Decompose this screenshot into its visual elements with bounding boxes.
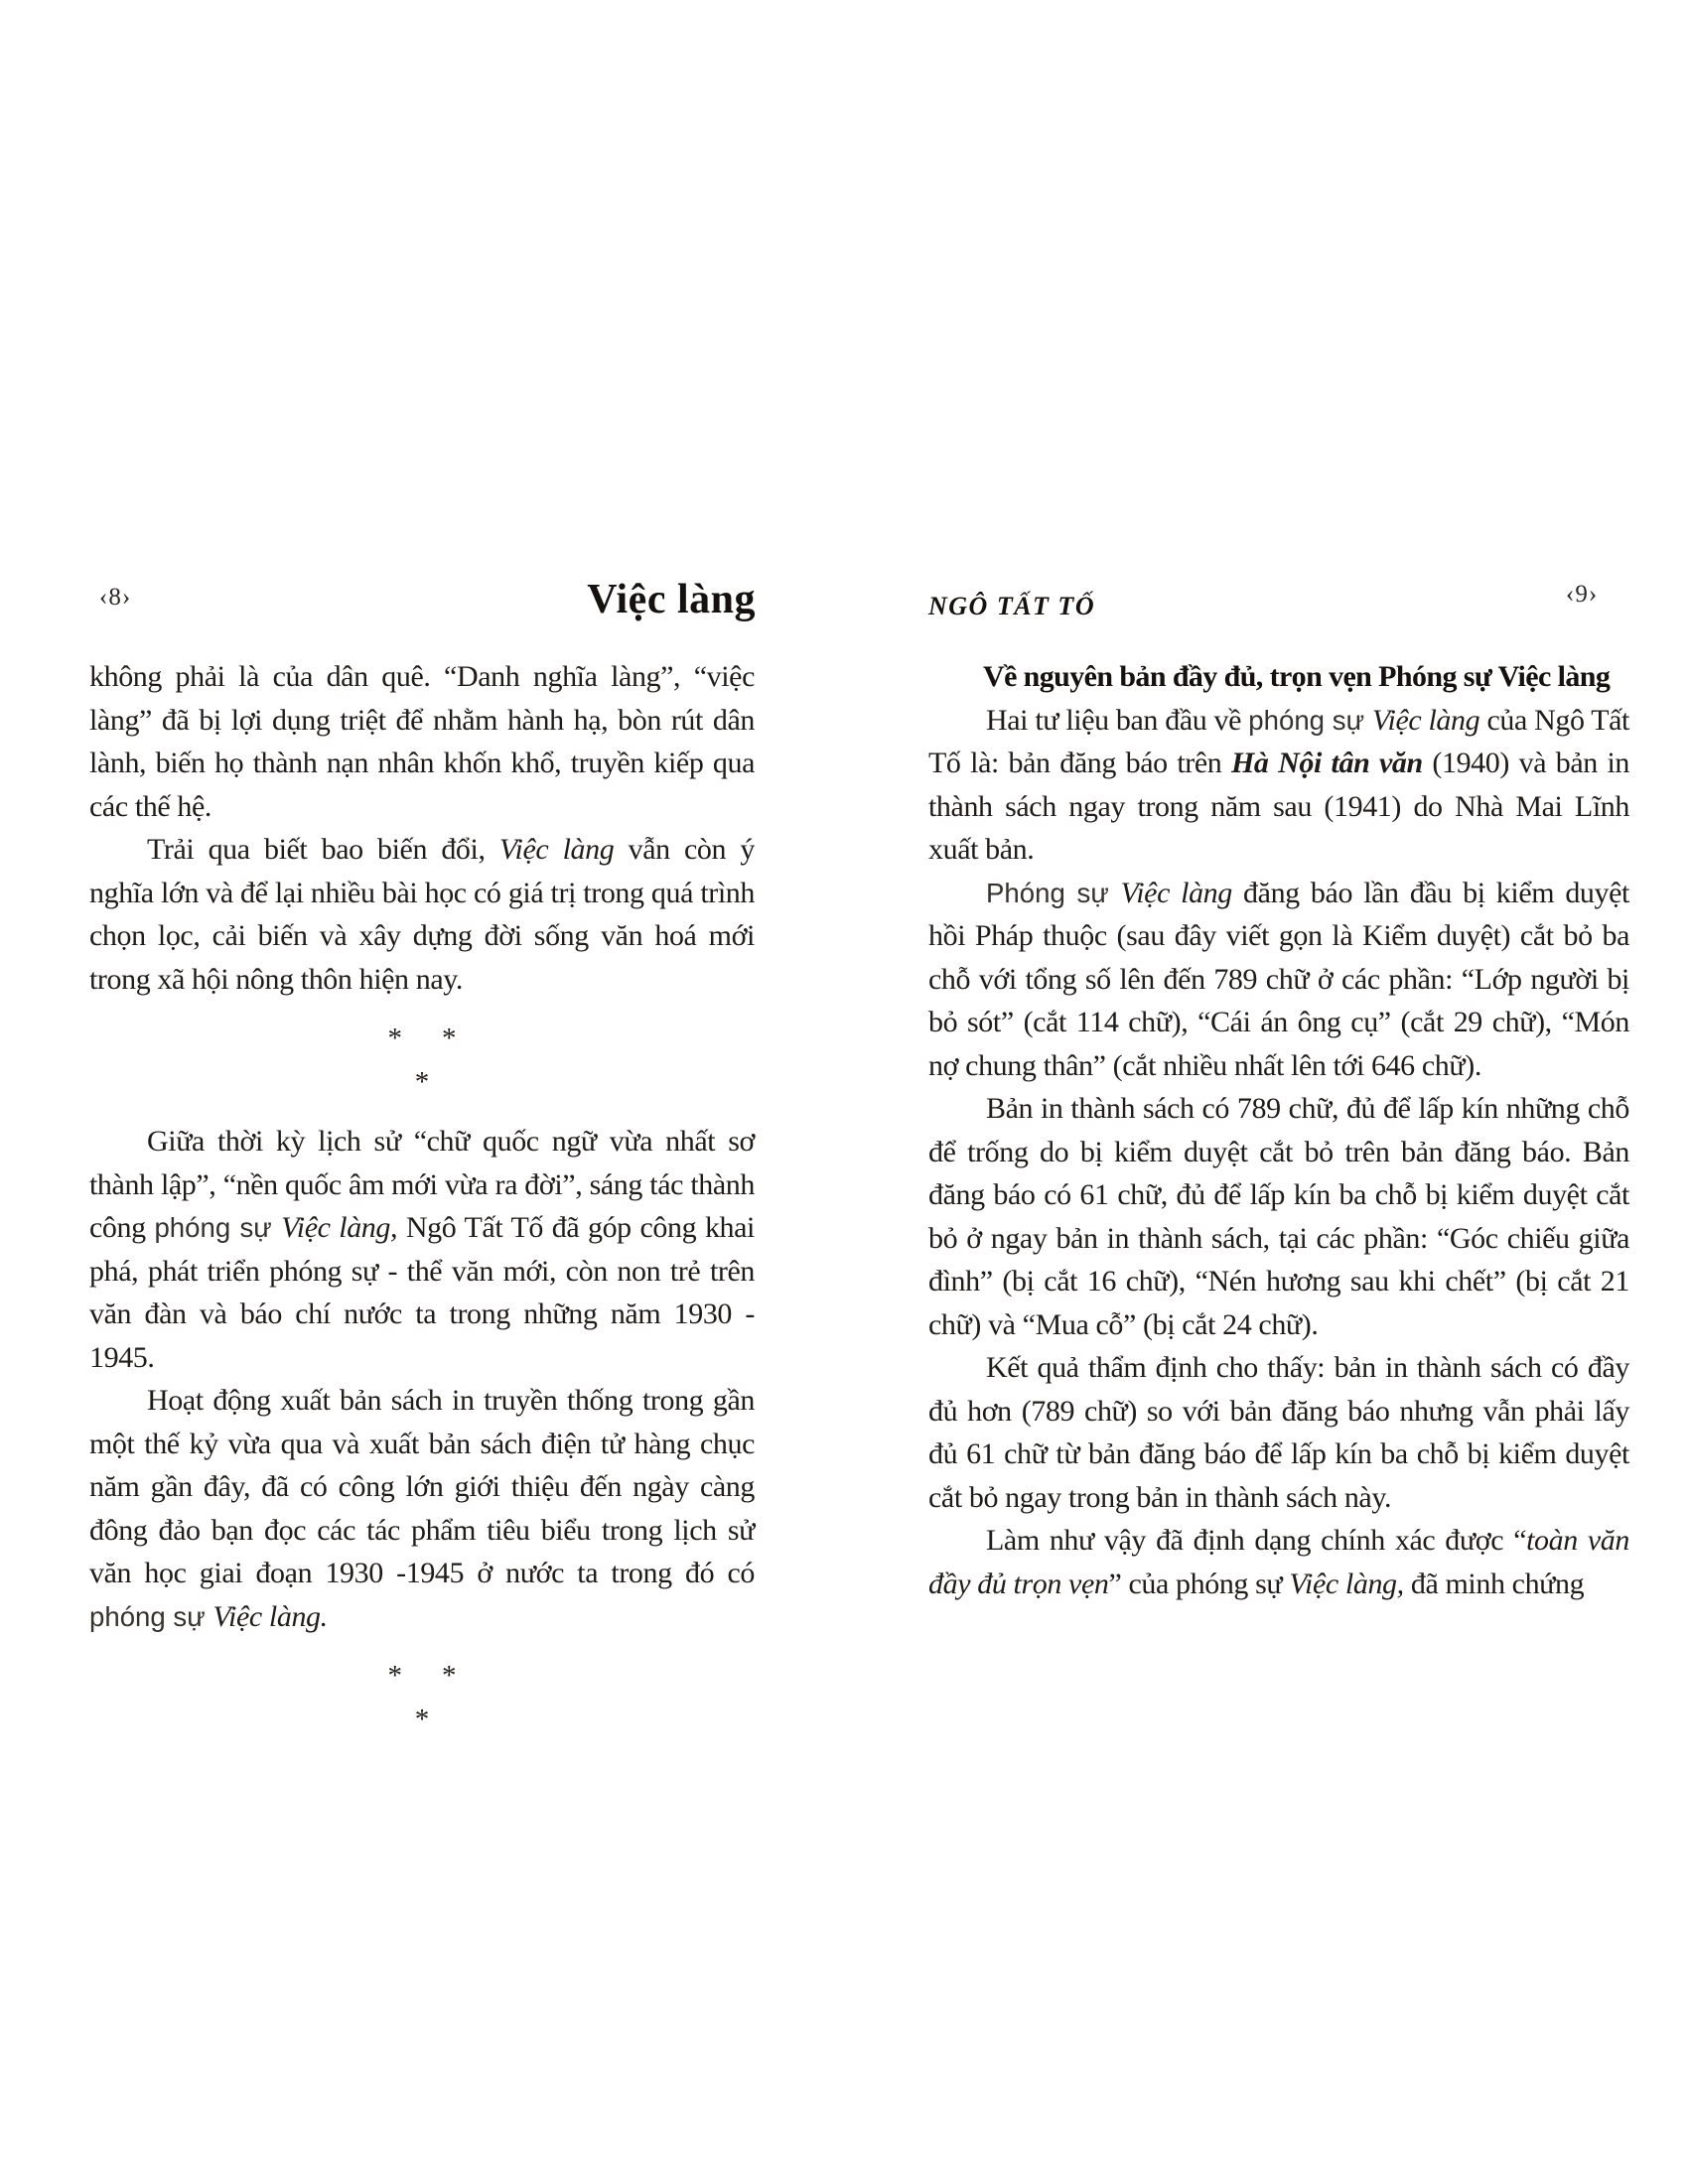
text-run: Việc làng. [212,1599,328,1633]
text-run: Việc làng [498,833,615,866]
paragraph [89,1120,755,1379]
text-run: phóng sự [154,1212,282,1243]
text-run: Việc làng, [281,1211,398,1244]
text-run: Bản in thành sách có 789 chữ, đủ để lấp kín những chỗ để trống do bị kiểm duyệt cắt bỏ trên bản đăng báo. Bản đăng báo có 61 chữ, đủ để lấp kín ba chỗ bị kiểm duyệt cắt bỏ ở ngay bản in thành sách, tại các phần: “Góc chiếu giữa đình” (bị cắt 16 chữ), “Nén hương sau khi chết” (bị cắt 21 chữ) và “Mua cỗ” (bị cắt 24 chữ). [928,1092,1629,1341]
running-author: NGÔ TẤT TỐ [928,592,1096,620]
text-run: Hà Nội tân văn [1230,747,1423,779]
page-number-left: ‹8› [99,584,132,611]
text-run: Ngô Tất Tố đã góp công khai phá, phát triển phóng sự - thể văn mới, còn non trẻ trên văn đàn và báo chí nước ta trong những năm 1930 - 1945. [89,1211,755,1374]
asterisk-glyph: * [414,1704,430,1735]
asterisk-glyph: * [414,1066,430,1098]
text-run: Phóng sự [986,877,1121,908]
paragraph [89,655,755,828]
paragraph [89,828,755,1001]
paragraph [928,1087,1629,1346]
left-page-text [89,655,755,1757]
text-run: Việc làng [1371,703,1480,737]
paragraph [928,699,1629,872]
running-title: Việc làng [587,577,756,622]
asterisk-glyph: * [442,1023,457,1054]
text-run: (1940) và bản in thành sách ngay trong năm sau (1941) do Nhà Mai Lĩnh xuất bản. [928,747,1629,866]
section-heading [928,655,1629,699]
paragraph [928,1519,1629,1605]
text-run: phóng sự [1248,704,1372,736]
text-run: Về nguyên bản đầy đủ, trọn vẹn Phóng sự Việc làng [983,660,1611,693]
text-run: vẫn còn ý nghĩa lớn và để lại nhiều bài học có giá trị trong quá trình chọn lọc, cải biến và xây dựng đời sống văn hoá mới trong xã hội nông thôn hiện nay. [89,833,755,996]
text-run: đăng báo lần đầu bị kiểm duyệt hồi Pháp thuộc (sau đây viết gọn là Kiểm duyệt) cắt bỏ ba chỗ với tổng số lên đến 789 chữ ở các phần: “Lớp người bị bỏ sót” (cắt 114 chữ), “Cái án ông cụ” (cắt 29 chữ), “Món nợ chung thân” (cắt nhiều nhất lên tới 646 chữ). [928,876,1629,1082]
text-run: ” của phóng sự [1108,1567,1290,1600]
page-number-right: ‹9› [1566,581,1599,608]
text-run: toàn văn đầy đủ trọn vẹn [928,1524,1629,1600]
text-run: phóng sự [89,1600,213,1632]
section-separator [89,1017,755,1104]
text-run: Trải qua biết bao biến đổi, [147,833,499,866]
text-run: Việc làng [1120,876,1232,909]
text-run: Giữa thời kỳ lịch sử “chữ quốc ngữ vừa nhất sơ thành lập”, “nền quốc âm mới vừa ra đời”, sáng tác thành công [89,1125,755,1244]
text-run: Kết quả thẩm định cho thấy: bản in thành sách có đầy đủ hơn (789 chữ) so với bản đăng báo nhưng vẫn phải lấy đủ 61 chữ từ bản đăng báo để lấp kín ba chỗ bị kiểm duyệt cắt bỏ ngay trong bản in thành sách này. [928,1351,1629,1514]
paragraph [928,1346,1629,1519]
text-run: không phải là của dân quê. “Danh nghĩa làng”, “việc làng” đã bị lợi dụng triệt để nhằm hành hạ, bòn rút dân lành, biến họ thành nạn nhân khốn khổ, truyền kiếp qua các thế hệ. [89,660,755,823]
paragraph [928,872,1629,1088]
paragraph [89,1379,755,1638]
right-page-text [928,655,1629,1605]
text-run: của Ngô Tất Tố là: bản đăng báo trên [928,703,1629,779]
section-separator [89,1654,755,1741]
text-run: đã minh chứng [1403,1567,1585,1600]
asterisk-glyph: * [442,1660,457,1692]
asterisk-glyph: * [387,1023,402,1054]
asterisk-glyph: * [387,1660,402,1692]
text-run: Hoạt động xuất bản sách in truyền thống trong gần một thế kỷ vừa qua và xuất bản sách điện tử hàng chục năm gần đây, đã có công lớn giới thiệu đến ngày càng đông đảo bạn đọc các tác phẩm tiêu biểu trong lịch sử văn học giai đoạn 1930 -1945 ở nước ta trong đó có [89,1384,755,1589]
text-run: Hai tư liệu ban đầu về [986,703,1249,737]
text-run: Việc làng, [1289,1567,1404,1600]
text-run: Làm như vậy đã định dạng chính xác được “ [986,1524,1527,1557]
